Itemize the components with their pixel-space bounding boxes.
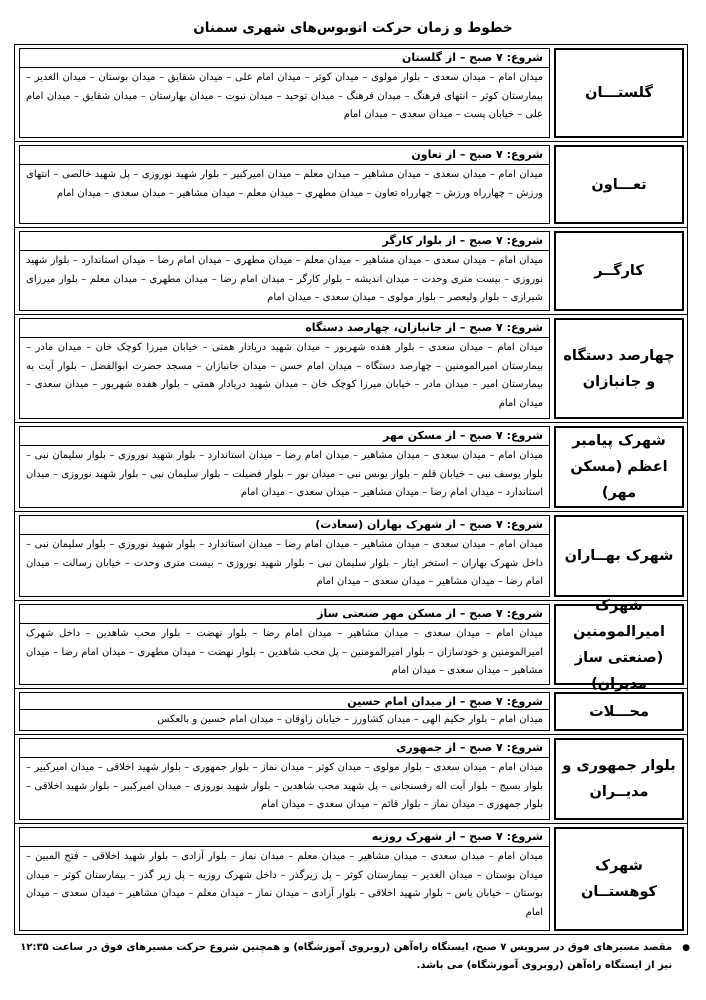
route-row-taavon bbox=[15, 142, 687, 228]
route-name: شهرک بهــاران bbox=[554, 515, 684, 597]
route-path: میدان امام – میدان سعدی – میدان مشاهیر – میدان امام رضا – بلوار نهضت – بلوار محب شاهدین – داخل شهرک امیرالمومنین و خودسازان – بلوار امیرالمومنین – پل محب شاهدین – بلوار نهضت – میدان مطهری – میدان امام رضا – میدان مشاهیر – میدان سعدی – میدان امام bbox=[26, 628, 543, 676]
route-name: گلستـــان bbox=[554, 48, 684, 138]
route-start-time: شروع: ۷ صبح – از بلوار کارگر bbox=[20, 232, 549, 251]
footnote-text: مقصد مسیرهای فوق در سرویس ۷ صبح، ایستگاه راه‌آهن (روبروی آموزشگاه) و همچنین شروع حرکت مسیرهای فوق در ساعت ۱۲:۳۵ نیز از ایستگاه راه‌آهن (روبروی آموزشگاه) می باشد. bbox=[20, 942, 673, 971]
bullet-icon: ● bbox=[682, 943, 690, 953]
route-details bbox=[19, 738, 550, 820]
route-row-amiralmomenin bbox=[15, 597, 687, 692]
route-name: کارگــر bbox=[554, 231, 684, 311]
route-path: میدان امام – میدان سعدی – میدان مشاهیر – میدان امام رضا – میدان استاندارد – بلوار شهید نوروزی – بلوار سلیمان نبی – بلوار یوسف نبی – خیابان قلم – بلوار یونس نبی – میدان نور – بلوار فضیلت – بلوار سلیمان نبی – بلوار شهید نوروزی – میدان استاندارد – میدان امام رضا – میدان مشاهیر – میدان سعدی – میدان امام bbox=[26, 450, 543, 498]
route-start-time: شروع: ۷ صبح – از میدان امام حسین bbox=[20, 693, 549, 710]
route-details bbox=[19, 604, 550, 685]
route-row-mahallat bbox=[15, 689, 687, 735]
route-details bbox=[19, 231, 550, 311]
route-details bbox=[19, 515, 550, 597]
route-row-kouhestan bbox=[15, 824, 687, 934]
route-name: چهارصد دستگاه و جانبازان bbox=[554, 318, 684, 419]
route-start-time: شروع: ۷ صبح – از جانبازان، چهارصد دستگاه bbox=[20, 319, 549, 338]
route-start-time: شروع: ۷ صبح – از تعاون bbox=[20, 146, 549, 165]
route-path: میدان امام – میدان سعدی – میدان مشاهیر – میدان معلم – میدان مطهری – میدان امام رضا – میدان استاندارد – بلوار شهید نوروزی – بیست متری وحدت – میدان اندیشه – بلوار کارگر – میدان امام رضا – میدان مطهری – میدان معلم – بلوار میرزای شیرازی – بلوار ولیعصر – بلوار مولوی – میدان سعدی – میدان امام bbox=[26, 255, 543, 303]
route-path: میدان امام – میدان سعدی – میدان مشاهیر – میدان معلم – میدان امیرکبیر – بلوار شهید نوروزی – پل شهید خالصی – انتهای ورزش – چهارراه ورزش – چهارراه تعاون – میدان مطهری – میدان معلم – میدان مشاهیر – میدان سعدی – میدان امام bbox=[26, 169, 543, 199]
route-details bbox=[19, 692, 550, 731]
route-details bbox=[19, 145, 550, 224]
route-path: میدان امام – میدان سعدی – میدان مشاهیر – میدان امام رضا – میدان استاندارد – بلوار شهید نوروزی – بلوار سلیمان نبی – داخل شهرک بهاران – استخر ایثار – بلوار سلیمان نبی – بلوار شهید نوروزی – بیست متری وحدت – خیابان رسالت – میدان امام رضا – میدان مشاهیر – میدان سعدی – میدان امام bbox=[26, 539, 543, 587]
route-path: میدان امام – میدان سعدی – بلوار مولوی – میدان کوثر – میدان امام علی – میدان شقایق – میدان بوستان – میدان الغدیر – بیمارستان کوثر – انتهای فرهنگ – میدان فرهنگ – میدان توحید – میدان نبوت – میدان بهارستان – میدان شقایق – میدان امام علی – خیابان پست – میدان سعدی – میدان امام bbox=[26, 72, 543, 120]
route-start-time: شروع: ۷ صبح – از مسکن مهر bbox=[20, 427, 549, 446]
route-start-time: شروع: ۷ صبح – از مسکن مهر صنعتی ساز bbox=[20, 605, 549, 624]
route-details bbox=[19, 48, 550, 138]
route-name: شهرک کوهستــان bbox=[554, 827, 684, 931]
route-path: میدان امام – بلوار حکیم الهی – میدان کشاورز – خیابان زاوقان – میدان امام حسین و بالعکس bbox=[157, 713, 543, 725]
route-row-jomhouri bbox=[15, 735, 687, 824]
routes-table bbox=[14, 44, 688, 935]
route-path: میدان امام – میدان سعدی – بلوار مولوی – میدان کوثر – میدان نماز – بلوار جمهوری – بلوار شهید اخلاقی – میدان امیرکبیر – بلوار بسیج – بلوار آیت اله رفسنجانی – پل شهید محب شاهدین – بلوار شهید نوروزی – میدان امیرکبیر – بلوار شهید اخلاقی – بلوار جمهوری – میدان نماز – بلوار قائم – میدان سعدی – میدان امام bbox=[26, 762, 543, 810]
route-path: میدان امام – میدان سعدی – بلوار هفده شهریور – میدان شهید دریادار همتی – خیابان میرزا کوچک خان – میدان مادر – بیمارستان امیرالمومنین – چهارصد دستگاه – میدان امام حسن – میدان جانبازان – مسجد حضرت ابوالفضل – بلوار آیت به بیمارستان امیر – میدان مادر – خیابان میرزا کوچک خان – میدان شهید دریادار همتی – بلوار هفده شهریور – میدان سعدی – میدان امام bbox=[26, 342, 543, 409]
route-name: شهرک امیرالمومنین (صنعتی ساز مدیران) bbox=[554, 604, 684, 685]
route-row-baharan bbox=[15, 512, 687, 601]
route-start-time: شروع: ۷ صبح – از جمهوری bbox=[20, 739, 549, 758]
route-row-golestan bbox=[15, 45, 687, 142]
route-name: تعـــاون bbox=[554, 145, 684, 224]
route-row-kargar bbox=[15, 228, 687, 315]
route-details bbox=[19, 827, 550, 931]
route-row-400-dastgah bbox=[15, 315, 687, 423]
page-title: خطوط و زمان حرکت اتوبوس‌های شهری سمنان bbox=[193, 20, 513, 36]
route-details bbox=[19, 318, 550, 419]
route-start-time: شروع: ۷ صبح – از گلستان bbox=[20, 49, 549, 68]
route-name: محـــلات bbox=[554, 692, 684, 731]
route-name: شهرک پیامبر اعظم (مسکن مهر) bbox=[554, 426, 684, 508]
route-details bbox=[19, 426, 550, 508]
route-name: بلوار جمهوری و مدیــران bbox=[554, 738, 684, 820]
route-path: میدان امام – میدان سعدی – میدان مشاهیر – میدان معلم – میدان نماز – بلوار آزادی – بلوار شهید اخلاقی – فتح المبین – میدان بوستان – میدان الغدیر – بیمارستان کوثر – پل زیرگذر – داخل شهرک روزیه – پل زیر گذر – بیمارستان کوثر – میدان بوستان – خیابان یاس – بلوار شهید اخلاقی – بلوار آزادی – میدان نماز – میدان معلم – میدان مشاهیر – میدان سعدی – میدان امام bbox=[26, 851, 543, 918]
route-start-time: شروع: ۷ صبح – از شهرک بهاران (سعادت) bbox=[20, 516, 549, 535]
footnote bbox=[18, 939, 690, 975]
route-start-time: شروع: ۷ صبح – از شهرک روزیه bbox=[20, 828, 549, 847]
route-row-payambar-azam bbox=[15, 423, 687, 512]
